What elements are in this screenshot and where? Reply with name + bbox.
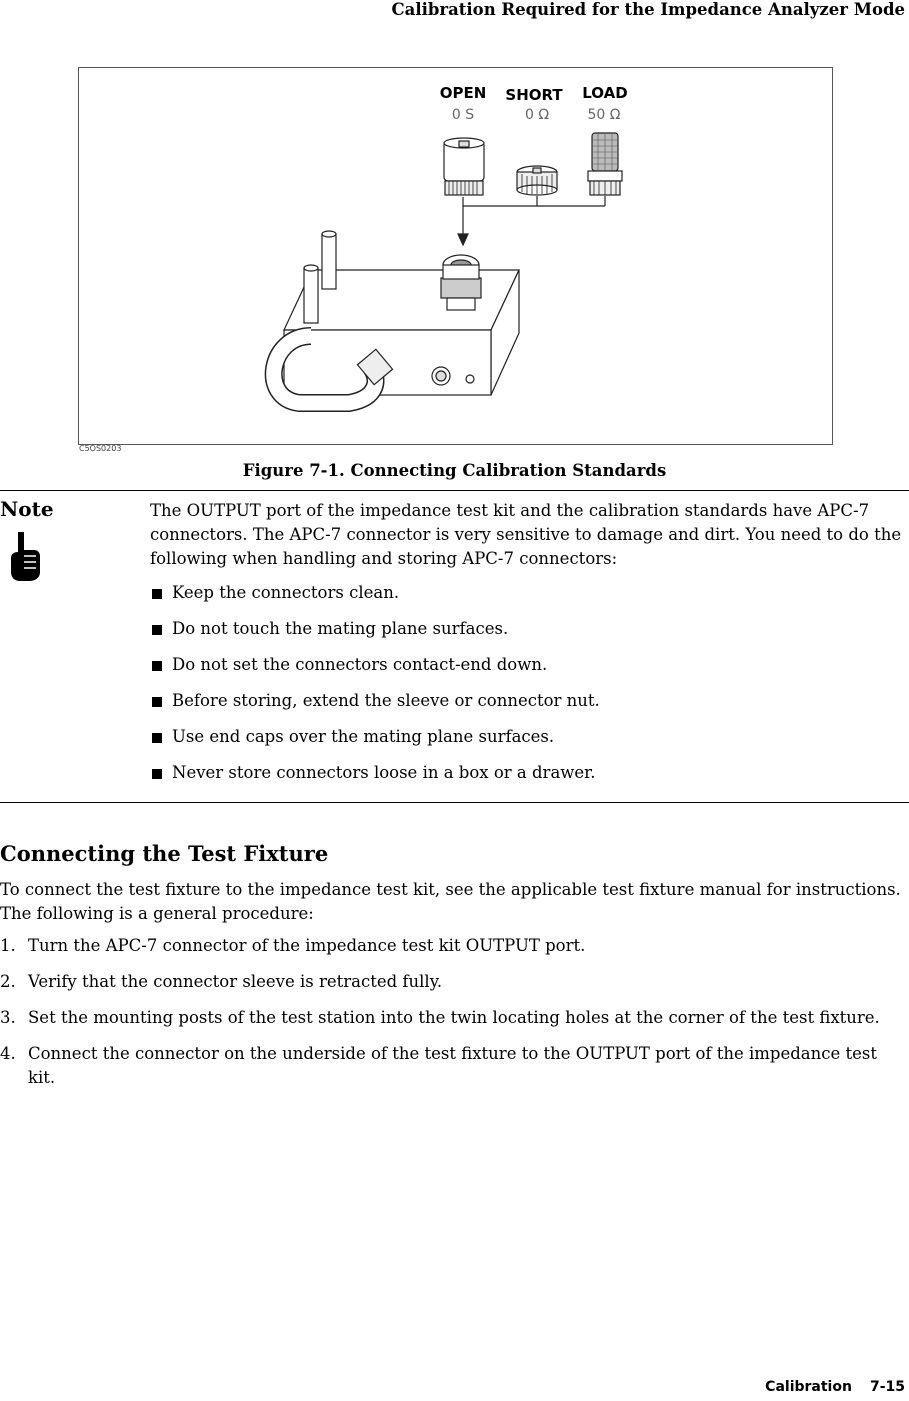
- list-item: Before storing, extend the sleeve or connector nut.: [150, 689, 905, 725]
- short-standard-icon: [517, 166, 557, 195]
- bullet-square-icon: [152, 661, 162, 671]
- list-item: Keep the connectors clean.: [150, 581, 905, 617]
- step-item: 1. Turn the APC-7 connector of the impedance test kit OUTPUT port.: [0, 936, 586, 955]
- footer-section: Calibration: [765, 1379, 852, 1395]
- figure-caption: Figure 7-1. Connecting Calibration Standards: [242, 461, 667, 480]
- list-item: Use end caps over the mating plane surfaces.: [150, 725, 905, 761]
- list-item: Do not touch the mating plane surfaces.: [150, 617, 905, 653]
- step-item: 2. Verify that the connector sleeve is retracted fully.: [0, 972, 443, 991]
- bullet-square-icon: [152, 733, 162, 743]
- note-label: Note: [0, 497, 54, 521]
- note-top-rule: [0, 490, 909, 491]
- pointing-hand-icon: [8, 530, 42, 582]
- figure-code: C5OS0203: [79, 444, 122, 453]
- bullet-square-icon: [152, 769, 162, 779]
- step-item: 4. Connect the connector on the underside of the test fixture to the OUTPUT port of the impedance test kit.: [0, 1044, 878, 1087]
- load-value: 50 Ω: [587, 107, 621, 123]
- calibration-illustration: [79, 68, 832, 444]
- short-label: SHORT: [505, 86, 563, 104]
- page-footer: [765, 1379, 905, 1395]
- test-kit-body-icon: [274, 231, 519, 403]
- open-value: 0 S: [451, 107, 475, 123]
- note-bottom-rule: [0, 802, 909, 803]
- list-item: Do not set the connectors contact-end down.: [150, 653, 905, 689]
- open-label: OPEN: [439, 84, 487, 102]
- figure-connecting-standards: [78, 67, 833, 445]
- load-label: LOAD: [582, 84, 628, 102]
- section-intro: To connect the test fixture to the impedance test kit, see the applicable test fixture manual for instructions. The following is a general procedure:: [0, 880, 901, 923]
- bracket-arrow-icon: [458, 196, 605, 245]
- step-item: 3. Set the mounting posts of the test station into the twin locating holes at the corner of the test fixture.: [0, 1008, 880, 1027]
- page-header-title: Calibration Required for the Impedance Analyzer Mode: [391, 0, 905, 19]
- note-paragraph-text: The OUTPUT port of the impedance test kit and the calibration standards have APC-7 connectors. The APC-7 connector is very sensitive to damage and dirt. You need to do the following when handling and storing APC-7 connectors:: [150, 501, 902, 568]
- procedure-steps: [0, 934, 905, 1102]
- bullet-square-icon: [152, 625, 162, 635]
- short-value: 0 Ω: [524, 107, 550, 123]
- note-bullet-list: [150, 581, 905, 797]
- bullet-square-icon: [152, 589, 162, 599]
- bullet-square-icon: [152, 697, 162, 707]
- section-heading: Connecting the Test Fixture: [0, 841, 329, 866]
- load-standard-icon: [588, 133, 622, 195]
- note-paragraph: [150, 499, 905, 571]
- open-standard-icon: [444, 138, 484, 195]
- page-number: 7-15: [869, 1379, 905, 1395]
- list-item: Never store connectors loose in a box or a drawer.: [150, 761, 905, 797]
